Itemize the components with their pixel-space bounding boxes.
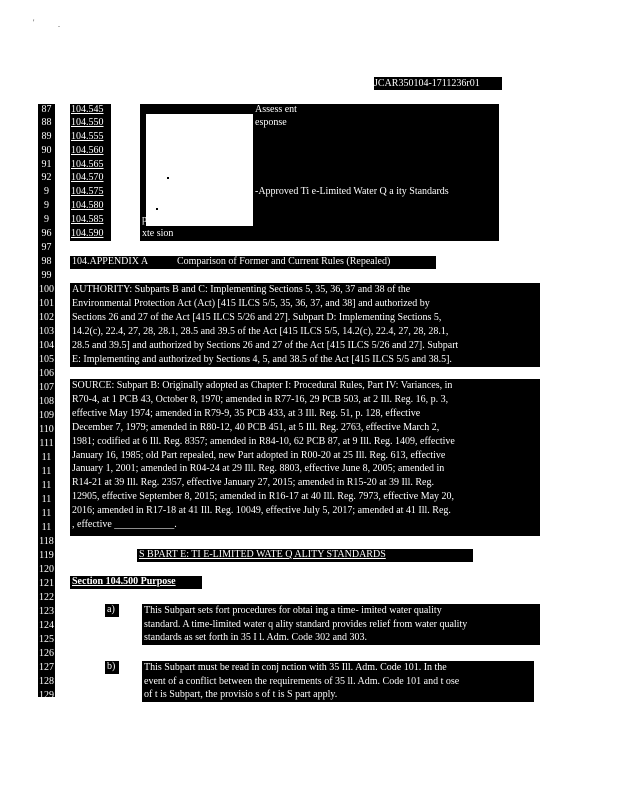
line-number: 91: [41, 159, 52, 170]
source-line: effective May 1974; amended in R79-9, 35 PCB 433, at 3 Ill. Reg. 51, p. 128, effective: [72, 407, 421, 419]
toc-section-code: 104.550: [71, 117, 104, 128]
source-line: 1981; codified at 6 Ill. Reg. 8357; amended in R84-10, 62 PCB 87, at 9 Ill. Reg. 1409, effective: [72, 435, 455, 447]
subpart-heading: S BPART E: TI E-LIMITED WATE Q ALITY STANDARDS: [139, 549, 386, 560]
line-number: 88: [41, 117, 52, 128]
toc-section-code: 104.555: [71, 131, 104, 142]
source-line: , effective ____________.: [72, 519, 177, 530]
line-number: 9: [44, 186, 49, 197]
line-number: 11: [41, 480, 52, 491]
source-line: January 16, 1985; old Part repealed, new Part adopted in R00-20 at 25 Ill. Reg. 613, effective: [72, 449, 446, 461]
source-line: 2016; amended in R17-18 at 41 Ill. Reg. 10049, effective July 5, 2017; amended at 41 Ill. Reg.: [72, 505, 451, 517]
redaction-box: [146, 114, 253, 226]
line-number: 98: [41, 256, 52, 267]
document-id: JCAR350104-1711236r01: [374, 77, 502, 90]
subsection-b-label: b): [107, 661, 116, 672]
line-number: 92: [41, 172, 52, 183]
toc-section-title: Assess ent: [255, 104, 297, 115]
authority-line: E: Implementing and authorized by Sections 4, 5, and 38.5 of the Act [415 ILCS 5/5 and 38.5].: [72, 353, 452, 365]
line-number: 110: [39, 424, 54, 435]
line-number: 119: [39, 550, 54, 561]
source-line: R70-4, at 1 PCB 43, October 8, 1970; amended in R77-16, 29 PCB 503, at 2 Ill. Reg. 16, p. 3,: [72, 393, 449, 405]
authority-line: Environmental Protection Act (Act) [415 ILCS 5/5, 35, 36, 37, and 38] and authorized by: [72, 297, 430, 309]
authority-line: Sections 26 and 27 of the Act [415 ILCS 5/26 and 27]. Subpart D: Implementing Sections 5,: [72, 311, 442, 323]
line-number: 126: [39, 648, 54, 659]
line-number: 87: [41, 104, 52, 115]
toc-section-title: esponse: [255, 117, 287, 128]
subsection-b-line: This Subpart must be read in conj nction with 35 Ill. Adm. Code 101. In the: [144, 662, 447, 673]
line-number: 111: [39, 438, 54, 449]
line-number: 97: [41, 242, 52, 253]
toc-section-code: 104.545: [71, 104, 104, 115]
appendix-title: Comparison of Former and Current Rules (Repealed): [177, 256, 391, 267]
line-number: 11: [41, 466, 52, 477]
line-number: 9: [44, 214, 49, 225]
line-number: 118: [39, 536, 54, 547]
line-number: 129: [39, 690, 54, 701]
line-number: 102: [39, 312, 54, 323]
line-number: 108: [39, 396, 54, 407]
scan-dot: [156, 208, 158, 210]
line-number: 122: [39, 592, 54, 603]
line-number: 124: [39, 620, 54, 631]
subsection-b-line: of t is Subpart, the provisio s of t is S part apply.: [144, 689, 338, 700]
appendix-label: 104.APPENDIX A: [72, 256, 149, 267]
subsection-a-line: This Subpart sets fort procedures for obtai ing a time- imited water quality: [144, 605, 442, 616]
authority-line: 28.5 and 39.5] and authorized by Sections 26 and 27 of the Act [415 ILCS 5/26 and 27]. Subpart: [72, 339, 459, 351]
line-number: 99: [41, 270, 52, 281]
line-number: 123: [39, 606, 54, 617]
source-line: December 7, 1979; amended in R80-12, 40 PCB 451, at 5 Ill. Reg. 2763, effective March 2,: [72, 421, 440, 433]
toc-section-title: xte sion: [142, 228, 174, 239]
line-number: 128: [39, 676, 54, 687]
line-number: 96: [41, 228, 52, 239]
scan-speck: .: [58, 20, 60, 29]
line-number: 121: [39, 578, 54, 589]
line-number: 11: [41, 494, 52, 505]
scan-dot: [167, 177, 169, 179]
subsection-a-line: standards as set forth in 35 I l. Adm. Code 302 and 303.: [144, 632, 368, 643]
toc-section-code: 104.565: [71, 159, 104, 170]
line-number: 100: [39, 284, 54, 295]
source-line: 12905, effective September 8, 2015; amended in R16-17 at 40 Ill. Reg. 7973, effective May 20,: [72, 491, 455, 503]
line-number: 90: [41, 145, 52, 156]
line-number: 11: [41, 508, 52, 519]
line-number: 125: [39, 634, 54, 645]
line-number: 105: [39, 354, 54, 365]
subsection-a-label: a): [107, 604, 115, 615]
toc-section-title: -Approved Ti e-Limited Water Q a ity Standards: [255, 186, 449, 197]
line-number: 101: [39, 298, 54, 309]
toc-section-code: 104.585: [71, 214, 104, 225]
line-number: 107: [39, 382, 54, 393]
line-number: 103: [39, 326, 54, 337]
line-number: 104: [39, 340, 54, 351]
toc-section-title: ppea e s: [142, 214, 175, 225]
scan-speck: ': [33, 18, 35, 27]
line-number: 106: [39, 368, 54, 379]
line-number: 11: [41, 452, 52, 463]
line-number: 120: [39, 564, 54, 575]
line-number: 11: [41, 522, 52, 533]
authority-line: AUTHORITY: Subparts B and C: Implementing Sections 5, 35, 36, 37 and 38 of the: [72, 284, 411, 295]
toc-section-code: 104.560: [71, 145, 104, 156]
authority-line: 14.2(c), 22.4, 27, 28, 28.1, 28.5 and 39.5 of the Act [415 ILCS 5/5, 14.2(c), 22.4, 27, 28, 28.1,: [72, 325, 449, 337]
toc-section-code: 104.590: [71, 228, 104, 239]
source-line: January 1, 2001; amended in R04-24 at 29 Ill. Reg. 8803, effective June 8, 2005; amended in: [72, 463, 445, 475]
toc-section-code: 104.570: [71, 172, 104, 183]
line-number: 109: [39, 410, 54, 421]
subsection-a-line: standard. A time-limited water q ality standard provides relief from water quality: [144, 618, 468, 630]
source-line: SOURCE: Subpart B: Originally adopted as Chapter I: Procedural Rules, Part IV: Variances, in: [72, 380, 453, 391]
line-number: 9: [44, 200, 49, 211]
toc-section-code: 104.575: [71, 186, 104, 197]
toc-section-code: 104.580: [71, 200, 104, 211]
line-number: 89: [41, 131, 52, 142]
subsection-b-line: event of a conflict between the requirements of 35 ll. Adm. Code 101 and t ose: [144, 675, 460, 687]
source-line: R14-21 at 39 Ill. Reg. 2357, effective January 27, 2015; amended in R15-20 at 39 Ill. Reg.: [72, 477, 434, 489]
section-heading: Section 104.500 Purpose: [72, 576, 176, 587]
line-number: 127: [39, 662, 54, 673]
